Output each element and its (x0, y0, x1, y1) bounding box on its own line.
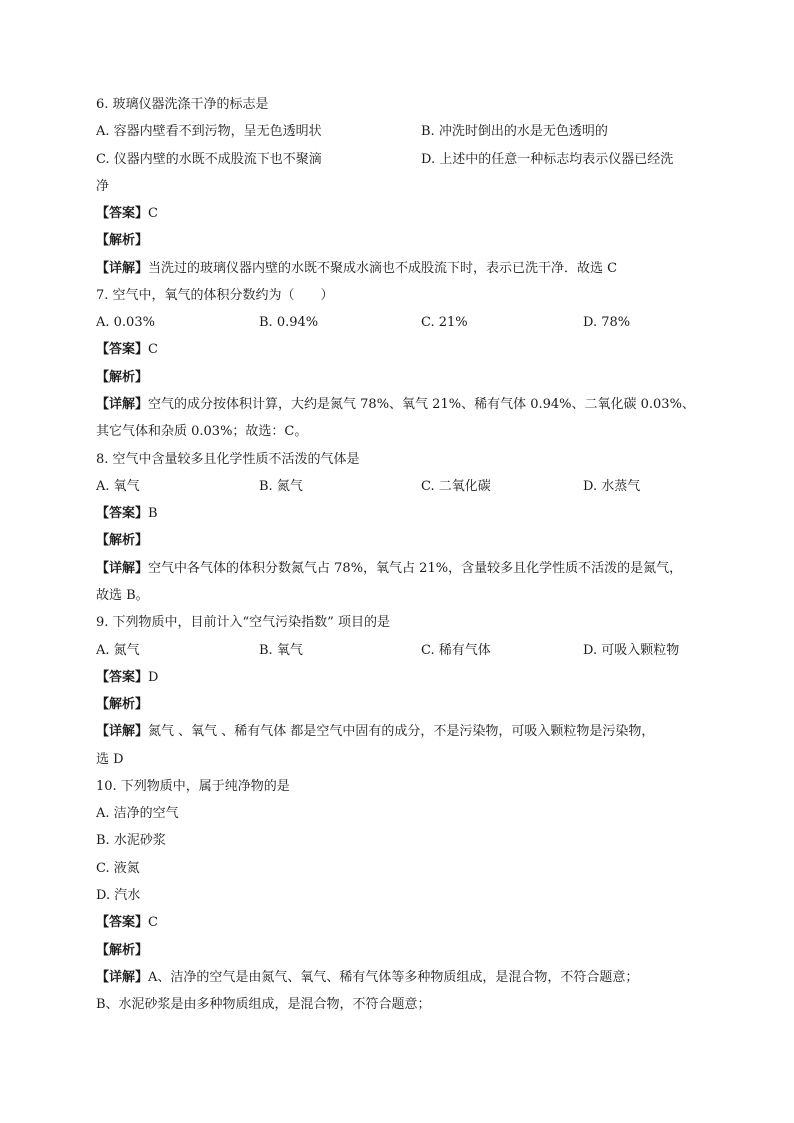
q9-option-d: D. 可吸入颗粒物 (583, 643, 680, 658)
analysis-tag: 解析 (109, 697, 136, 712)
q8-option-b: B. 氮气 (259, 479, 303, 494)
q10-option-c: C. 液氮 (96, 861, 140, 876)
q6-detail (96, 261, 617, 277)
q7-option-d: D. 78% (583, 315, 631, 330)
answer-tag: 【答案】 (96, 342, 149, 357)
q8-detail (96, 561, 682, 577)
q7-analysis: 【解析】 (96, 370, 149, 385)
answer-tag: 【答案】 (96, 915, 149, 930)
q9-detail-line-2: 选 D (96, 752, 124, 767)
question-6-stem: 6. 玻璃仪器洗涤干净的标志是 (96, 97, 269, 112)
q6-option-b: B. 冲洗时倒出的水是无色透明的 (421, 124, 608, 139)
q10-detail (96, 970, 638, 986)
q7-option-a: A. 0.03% (96, 315, 155, 330)
q8-analysis: 【解析】 (96, 533, 149, 548)
q9-detail (96, 724, 654, 740)
q9-answer (96, 670, 158, 686)
analysis-tag: 解析 (109, 533, 136, 548)
answer-value: D (148, 670, 159, 685)
q10-option-d: D. 汽水 (96, 888, 141, 903)
q8-option-d: D. 水蒸气 (583, 479, 641, 494)
detail-line-1: 当洗过的玻璃仪器内壁的水既不聚成水滴也不成股流下时，表示已洗干净．故选 C (148, 261, 618, 276)
analysis-tag: 解析 (109, 943, 136, 958)
question-8-stem: 8. 空气中含量较多且化学性质不活泼的气体是 (96, 452, 360, 467)
detail-line-1: 空气中各气体的体积分数氮气占 78%，氧气占 21%，含量较多且化学性质不活泼的是氮气， (148, 561, 683, 576)
answer-tag: 【答案】 (96, 506, 149, 521)
answer-value: C (148, 342, 158, 357)
q10-analysis: 【解析】 (96, 943, 149, 958)
detail-line-1: 空气的成分按体积计算，大约是氮气 78%、氧气 21%、稀有气体 0.94%、二氧化碳 0.03%、 (148, 397, 695, 412)
q8-detail-line-2: 故选 B。 (96, 588, 149, 603)
q6-option-d: D. 上述中的任意一种标志均表示仪器已经洗 (421, 152, 674, 167)
q7-option-c: C. 21% (421, 315, 468, 330)
detail-line-1: 氮气 、氧气 、稀有气体 都是空气中固有的成分，不是污染物，可吸入颗粒物是污染物， (148, 724, 655, 739)
q10-detail-line-2: B、水泥砂浆是由多种物质组成，是混合物，不符合题意； (96, 997, 431, 1012)
analysis-tag: 解析 (109, 233, 136, 248)
q7-detail-line-2: 其它气体和杂质 0.03%；故选：C。 (96, 424, 308, 439)
question-7-stem: 7. 空气中，氧气的体积分数约为（ ） (96, 288, 334, 303)
q10-answer (96, 915, 158, 931)
question-9-stem: 9. 下列物质中，目前计入“空气污染指数” 项目的是 (96, 615, 390, 630)
q10-option-b: B. 水泥砂浆 (96, 833, 166, 848)
answer-tag: 【答案】 (96, 670, 149, 685)
detail-tag: 【详解】 (96, 397, 149, 412)
q6-analysis: 【解析】 (96, 233, 149, 248)
answer-value: B (148, 506, 158, 521)
detail-tag: 【详解】 (96, 261, 149, 276)
q6-option-c: C. 仪器内壁的水既不成股流下也不聚滴 (96, 152, 322, 167)
q8-answer (96, 506, 158, 522)
q8-option-a: A. 氧气 (96, 479, 140, 494)
q9-analysis: 【解析】 (96, 697, 149, 712)
q9-option-a: A. 氮气 (96, 643, 140, 658)
q6-option-a: A. 容器内壁看不到污物，呈无色透明状 (96, 124, 322, 139)
answer-value: C (148, 915, 158, 930)
q6-answer (96, 206, 158, 222)
q9-option-b: B. 氧气 (259, 643, 303, 658)
question-10-stem: 10. 下列物质中，属于纯净物的是 (96, 779, 290, 794)
detail-tag: 【详解】 (96, 724, 149, 739)
q7-answer (96, 342, 158, 358)
answer-value: C (148, 206, 158, 221)
detail-line-1: A、洁净的空气是由氮气、氧气、稀有气体等多种物质组成，是混合物，不符合题意； (148, 970, 639, 985)
q10-option-a: A. 洁净的空气 (96, 806, 179, 821)
q7-option-b: B. 0.94% (259, 315, 319, 330)
detail-tag: 【详解】 (96, 970, 149, 985)
analysis-tag: 解析 (109, 370, 136, 385)
q8-option-c: C. 二氧化碳 (421, 479, 491, 494)
q6-option-d-wrap: 净 (96, 179, 110, 194)
answer-tag: 【答案】 (96, 206, 149, 221)
q9-option-c: C. 稀有气体 (421, 643, 491, 658)
q7-detail (96, 397, 695, 413)
detail-tag: 【详解】 (96, 561, 149, 576)
